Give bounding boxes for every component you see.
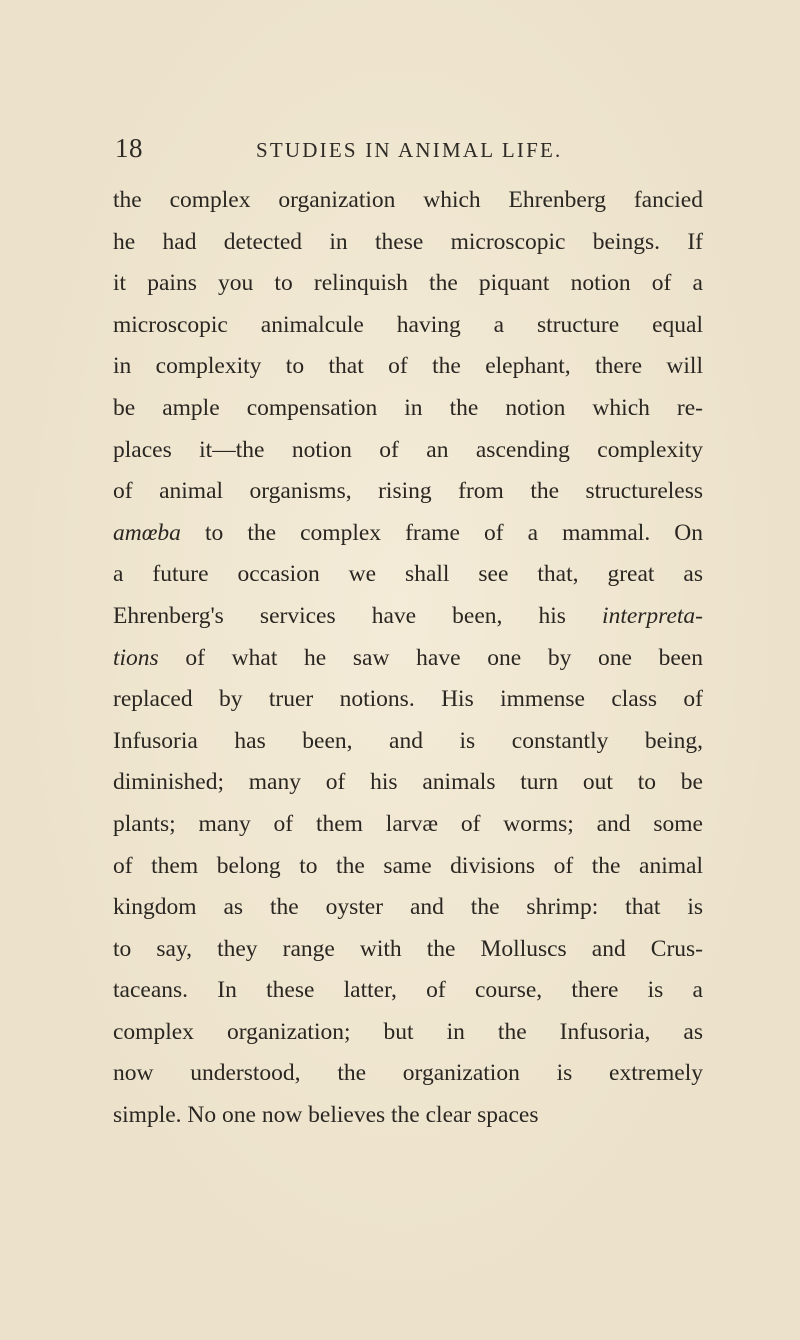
text-line: places it—the notion of an ascending complexity bbox=[113, 436, 703, 463]
page-number: 18 bbox=[115, 133, 143, 163]
text-line: Ehrenberg's services have been, his interpreta- bbox=[113, 602, 703, 629]
text-line: microscopic animalcule having a structure equal bbox=[113, 311, 703, 338]
italic-term: interpreta- bbox=[602, 602, 703, 629]
text-line: kingdom as the oyster and the shrimp: that is bbox=[113, 894, 703, 921]
italic-term: amœba bbox=[113, 519, 181, 546]
text-line: amœba to the complex frame of a mammal. On bbox=[113, 519, 703, 546]
running-title: STUDIES IN ANIMAL LIFE. bbox=[256, 138, 563, 162]
text-line: simple. No one now believes the clear spaces bbox=[113, 1102, 539, 1129]
text-line: replaced by truer notions. His immense class of bbox=[113, 686, 703, 713]
text-line: be ample compensation in the notion which re- bbox=[113, 394, 703, 421]
body-text bbox=[113, 180, 703, 1137]
text-line: Infusoria has been, and is constantly being, bbox=[113, 727, 703, 754]
text-line: of them belong to the same divisions of the animal bbox=[113, 852, 703, 879]
text-line: diminished; many of his animals turn out to be bbox=[113, 769, 703, 796]
text-line: in complexity to that of the elephant, there will bbox=[113, 353, 703, 380]
italic-term: tions bbox=[113, 644, 159, 671]
text-line: taceans. In these latter, of course, there is a bbox=[113, 977, 703, 1004]
text-line: plants; many of them larvæ of worms; and some bbox=[113, 810, 703, 837]
text-line: he had detected in these microscopic beings. If bbox=[113, 228, 703, 255]
text-line: now understood, the organization is extremely bbox=[113, 1060, 703, 1087]
text-line: a future occasion we shall see that, great as bbox=[113, 561, 703, 588]
text-line: it pains you to relinquish the piquant notion of a bbox=[113, 270, 703, 297]
text-line: tions of what he saw have one by one been bbox=[113, 644, 703, 671]
text-line: to say, they range with the Molluscs and Crus- bbox=[113, 935, 703, 962]
page-header bbox=[0, 133, 800, 173]
text-line: complex organization; but in the Infusoria, as bbox=[113, 1018, 703, 1045]
text-line: of animal organisms, rising from the structureless bbox=[113, 478, 703, 505]
text-line: the complex organization which Ehrenberg fancied bbox=[113, 187, 703, 213]
